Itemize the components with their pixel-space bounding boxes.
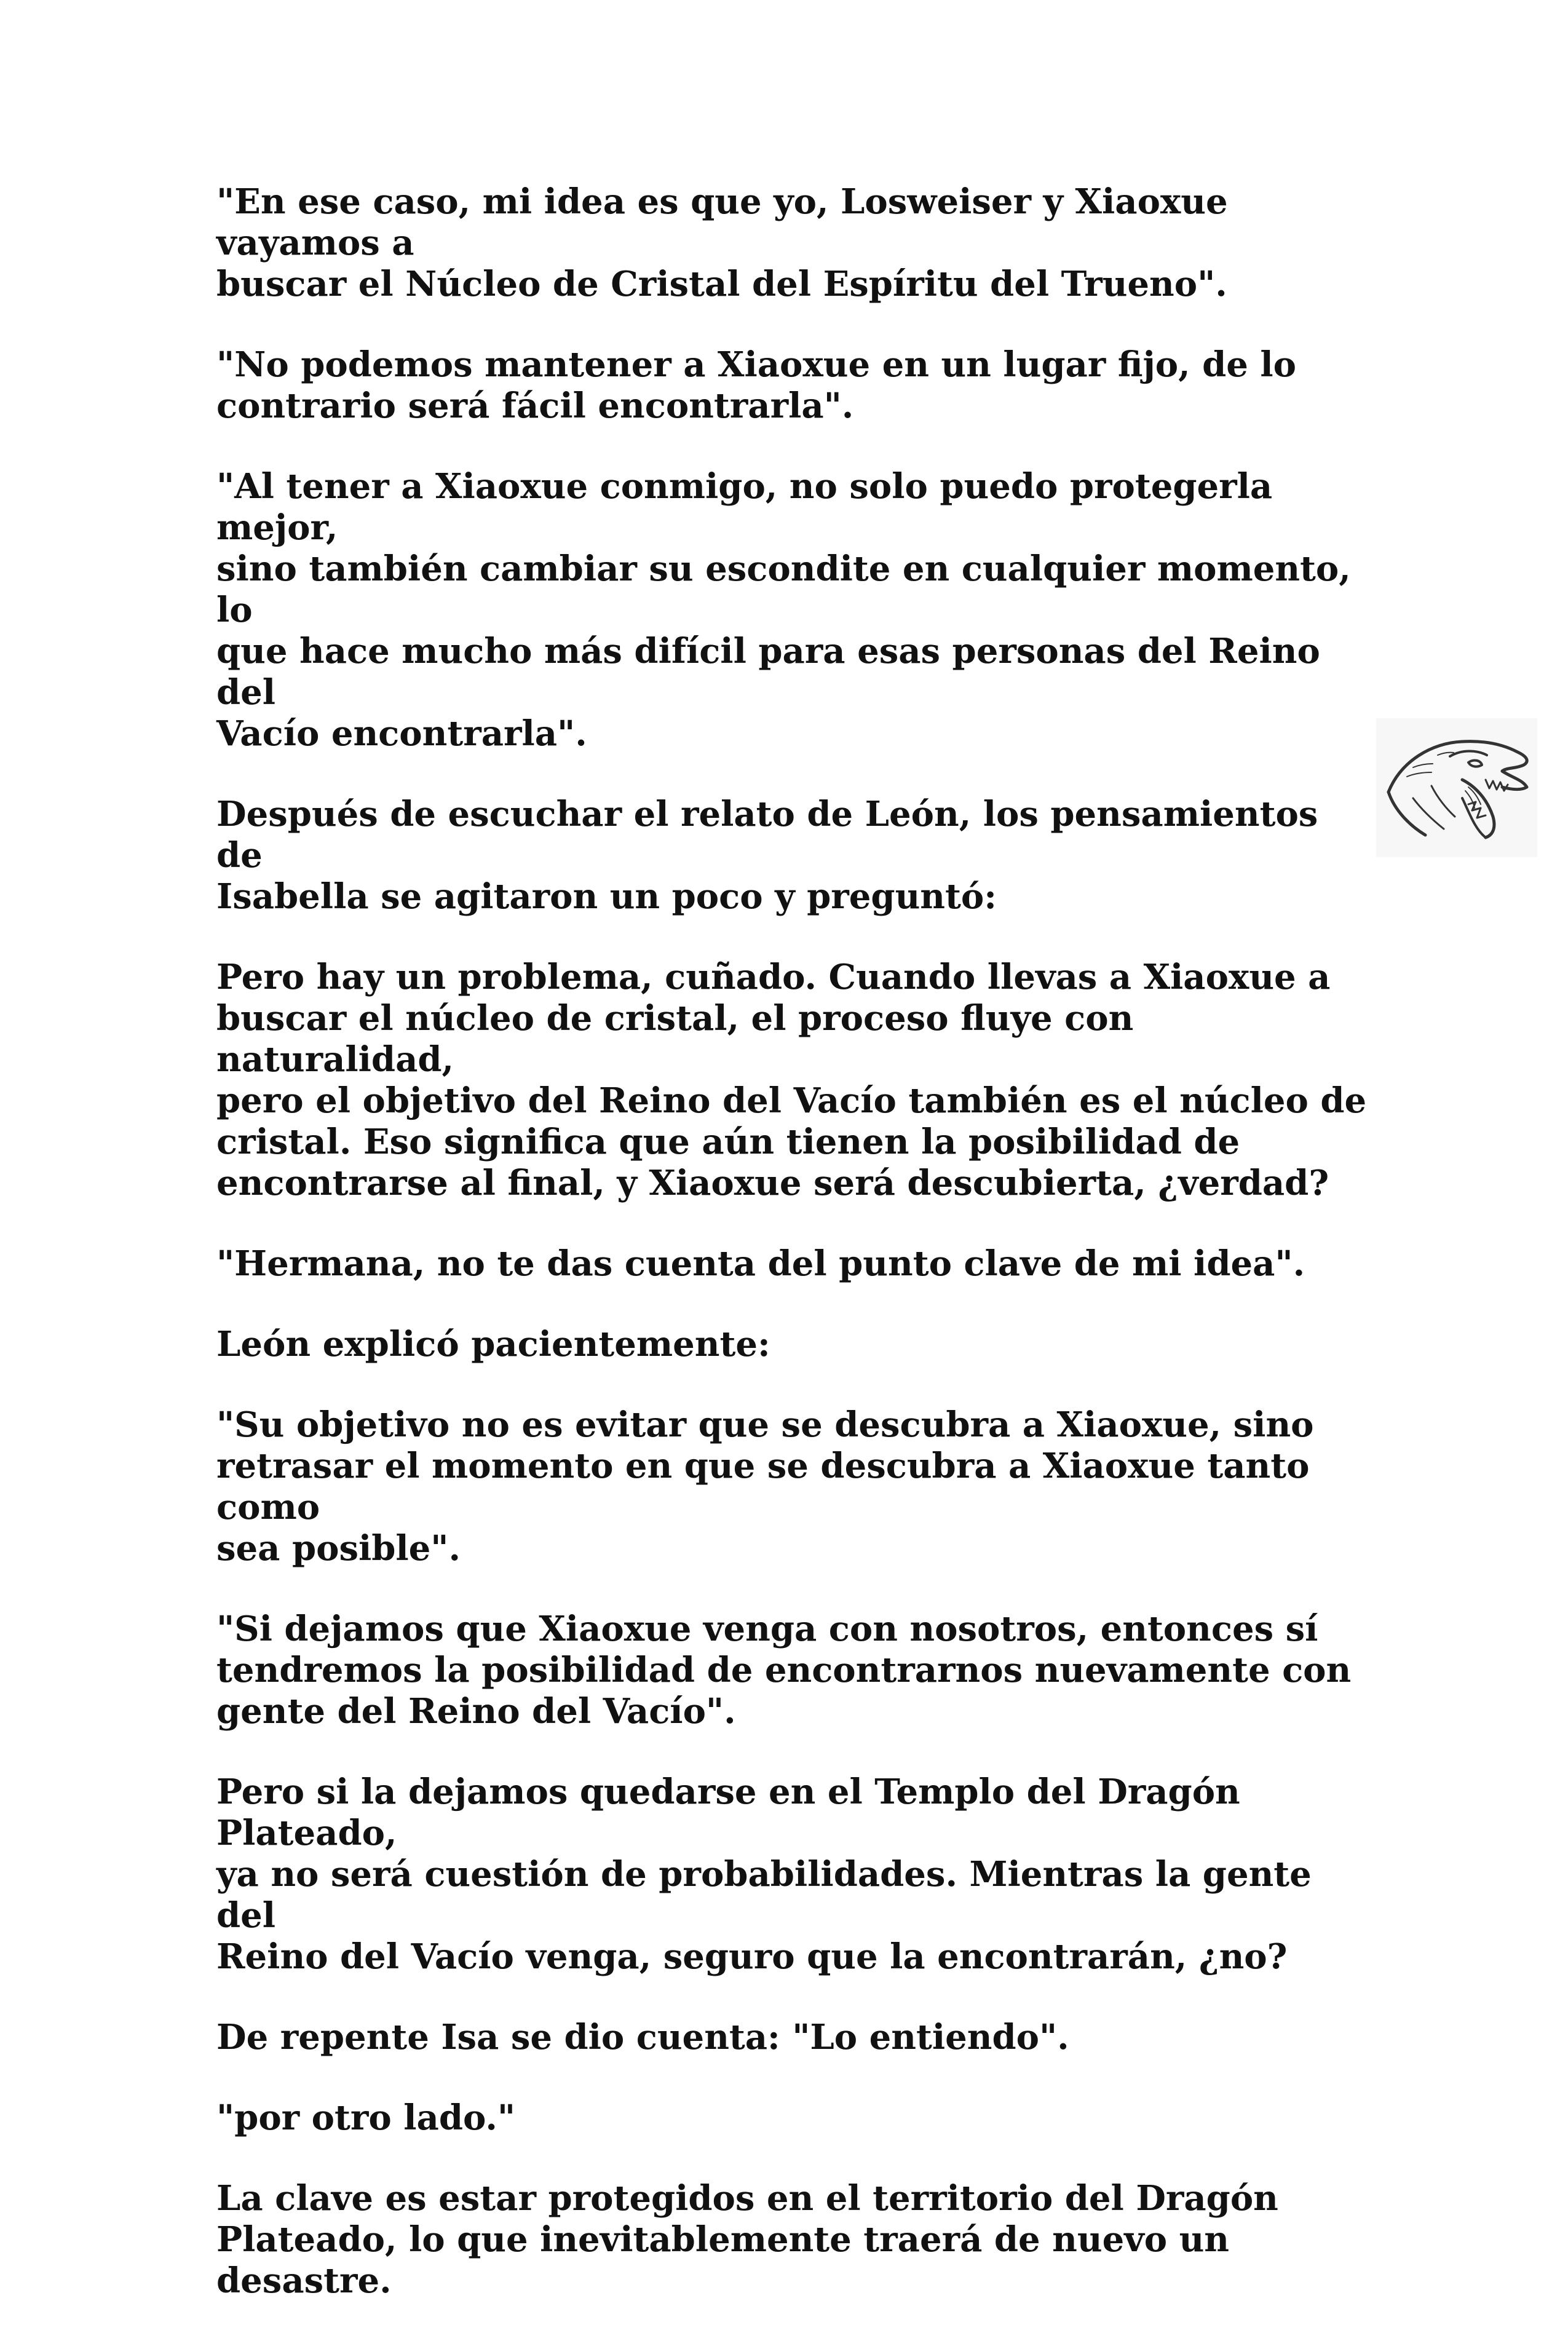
dinosaur-head-sketch-icon <box>1376 718 1537 857</box>
paragraph: "Su objetivo no es evitar que se descubra a Xiaoxue, sino retrasar el momento en que se descubra a Xiaoxue tanto como sea posible". <box>216 1404 1314 1569</box>
paragraph: "Si dejamos que Xiaoxue venga con nosotros, entonces sí tendremos la posibilidad de encontrarnos nuevamente con gente del Reino del Vacío". <box>216 1609 1352 1732</box>
paragraph: Pero si la dejamos quedarse en el Templo del Dragón Plateado, ya no será cuestión de probabilidades. Mientras la gente del Reino del Vacío venga, seguro que la encontrarán, ¿no? <box>216 1772 1312 1977</box>
paragraph: "Al tener a Xiaoxue conmigo, no solo puedo protegerla mejor, sino también cambiar su escondite en cualquier momento, lo que hace mucho más difícil para esas personas del Reino del Vacío encontrarla". <box>216 466 1351 754</box>
paragraph: Después de escuchar el relato de León, los pensamientos de Isabella se agitaron un poco y preguntó: <box>216 794 1318 917</box>
paragraph: "por otro lado." <box>216 2097 516 2138</box>
paragraph: Pero hay un problema, cuñado. Cuando llevas a Xiaoxue a buscar el núcleo de cristal, el proceso fluye con naturalidad, pero el objetivo del Reino del Vacío también es el núcleo de cristal. Eso significa que aún tienen la posibilidad de encontrarse al final, y Xiaoxue será descubierta, ¿verdad? <box>216 957 1367 1203</box>
paragraph: De repente Isa se dio cuenta: "Lo entiendo". <box>216 2017 1069 2058</box>
paragraph: La clave es estar protegidos en el territorio del Dragón Plateado, lo que inevitablemente traerá de nuevo un desastre. <box>216 2178 1278 2301</box>
paragraph: "En ese caso, mi idea es que yo, Losweiser y Xiaoxue vayamos a buscar el Núcleo de Cristal del Espíritu del Trueno". <box>216 181 1228 304</box>
body-text <box>216 181 1372 2341</box>
paragraph: "No podemos mantener a Xiaoxue en un lugar fijo, de lo contrario será fácil encontrarla". <box>216 344 1297 426</box>
paragraph: León explicó pacientemente: <box>216 1324 770 1365</box>
paragraph: "Hermana, no te das cuenta del punto clave de mi idea". <box>216 1243 1305 1284</box>
